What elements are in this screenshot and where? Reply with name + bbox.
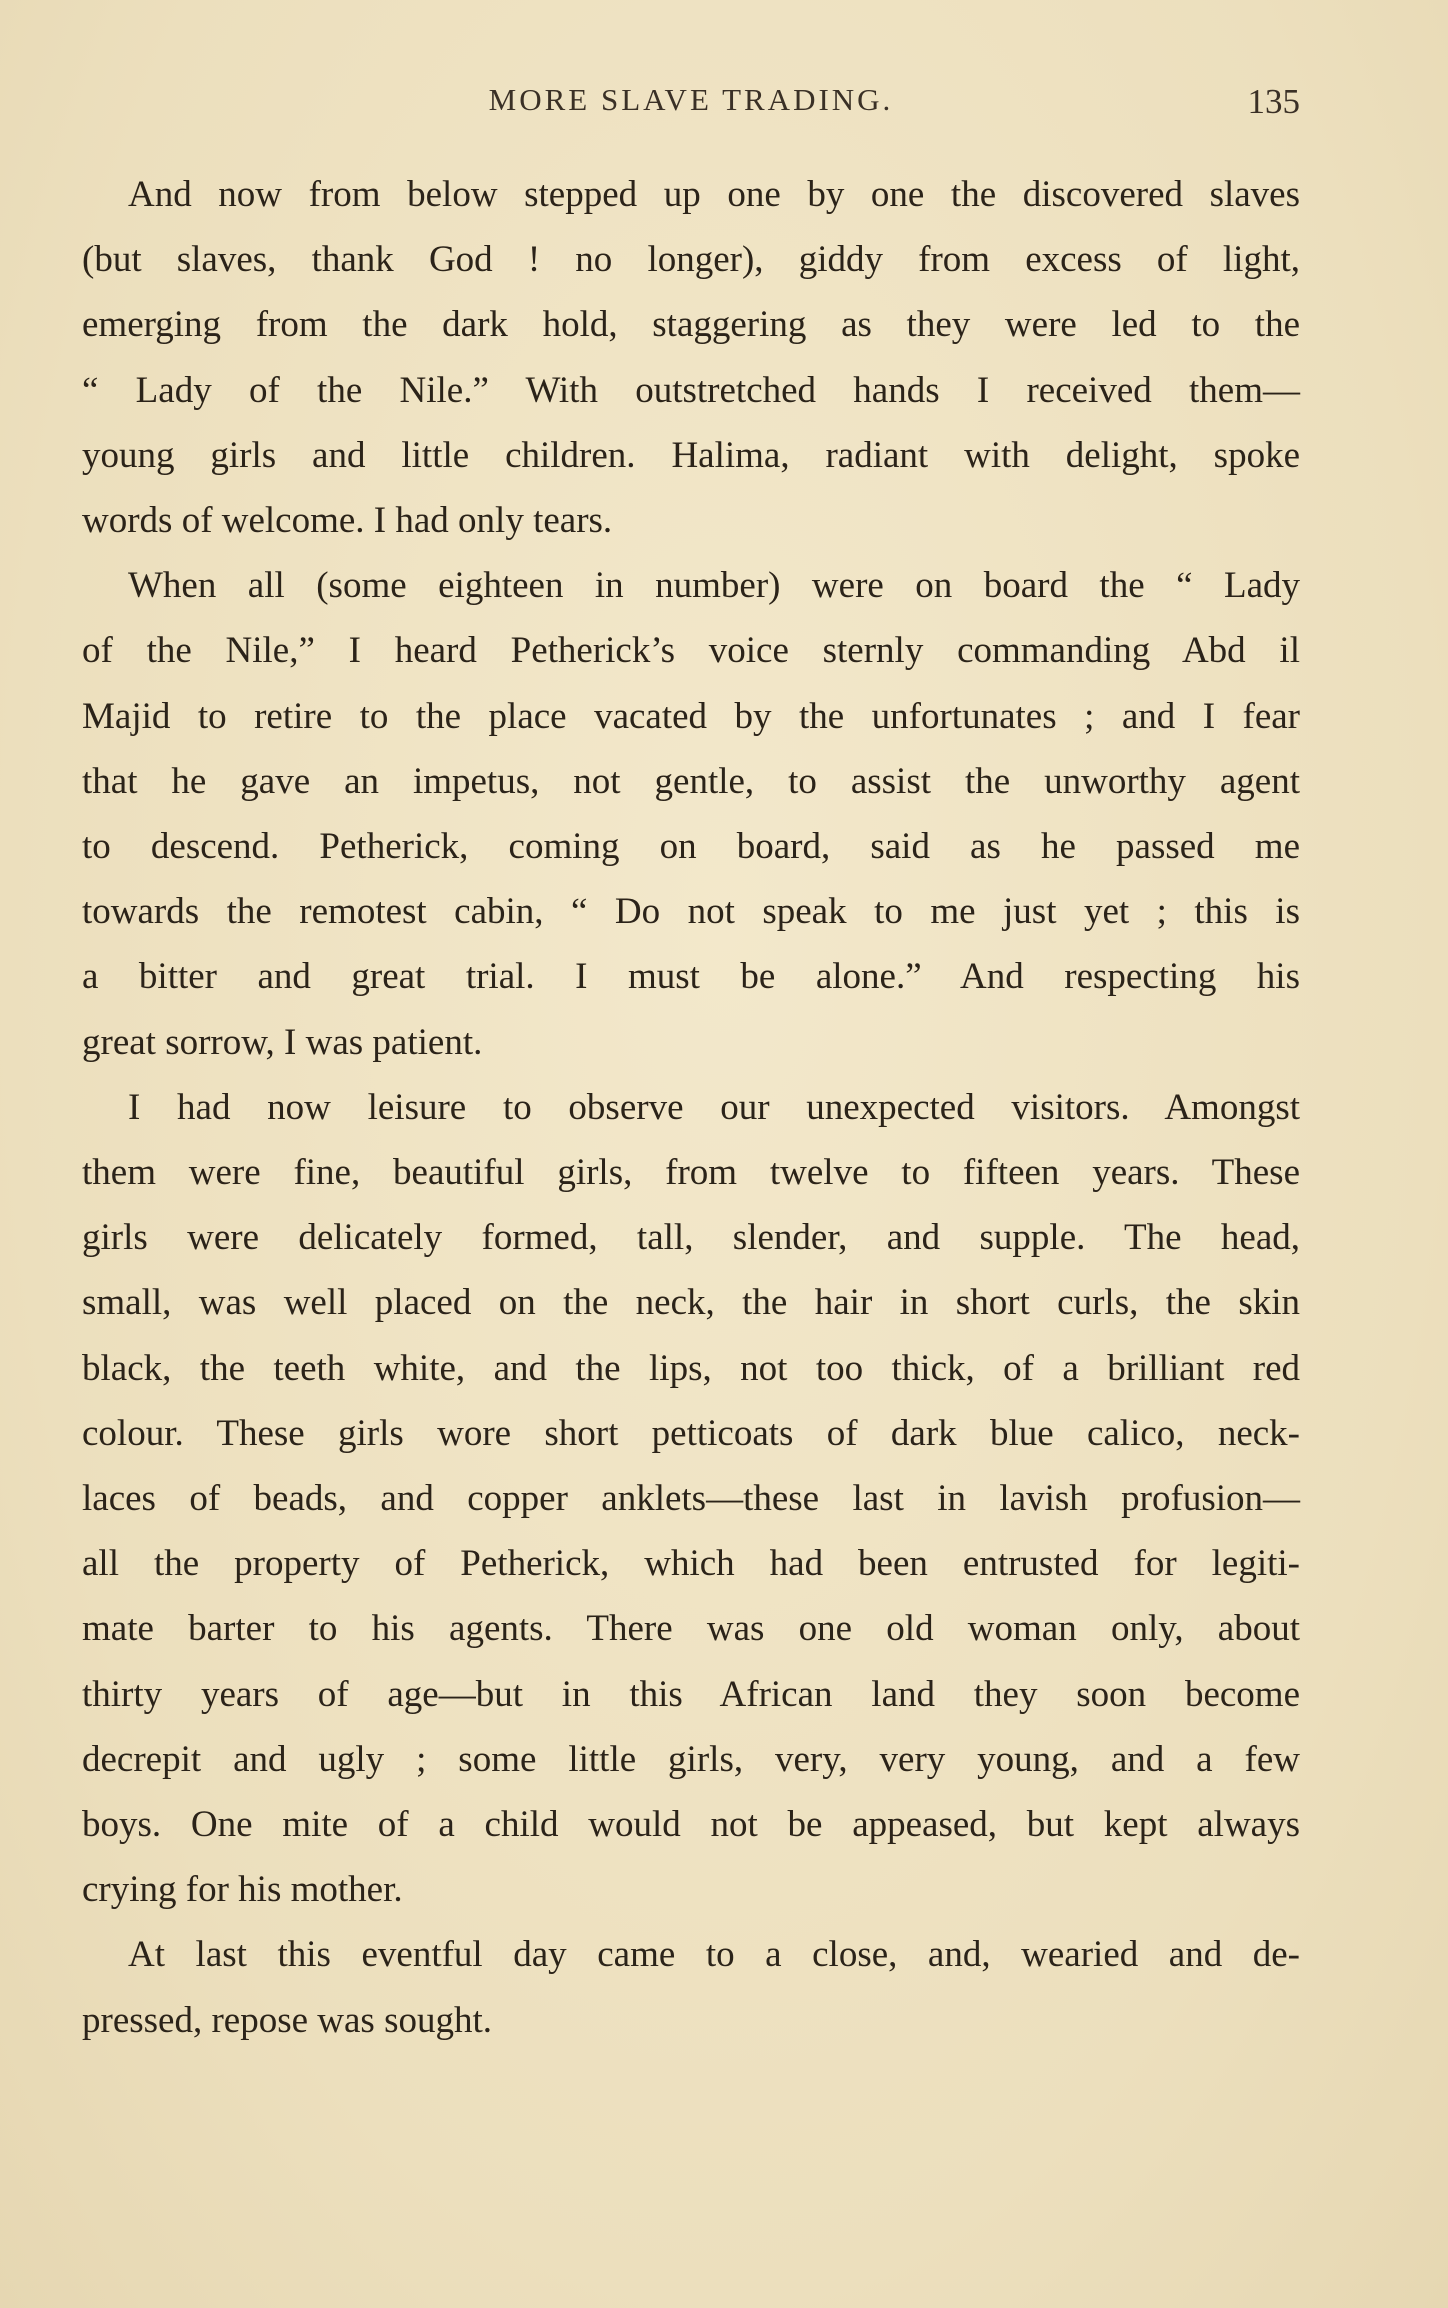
running-title: MORE SLAVE TRADING. xyxy=(488,82,894,117)
text-line: that he gave an impetus, not gentle, to assist the unworthy agent xyxy=(82,760,1300,802)
running-head xyxy=(82,82,1300,122)
text-line: I had now leisure to observe our unexpected visitors. Amongst xyxy=(128,1086,1300,1128)
text-line: words of welcome. I had only tears. xyxy=(82,500,613,542)
paragraph-1 xyxy=(82,162,1300,553)
text-line: of the Nile,” I heard Petherick’s voice sternly commanding Abd il xyxy=(82,630,1300,672)
text-line: decrepit and ugly ; some little girls, very, very young, and a few xyxy=(82,1738,1300,1780)
text-line: thirty years of age—but in this African land they soon become xyxy=(82,1673,1300,1715)
text-line: emerging from the dark hold, staggering as they were led to the xyxy=(82,304,1300,346)
paragraph-2 xyxy=(82,553,1300,1075)
text-line: a bitter and great trial. I must be alone.” And respecting his xyxy=(82,956,1300,998)
text-line: “ Lady of the Nile.” With outstretched hands I received them— xyxy=(82,369,1300,411)
text-line: laces of beads, and copper anklets—these last in lavish profusion— xyxy=(82,1478,1300,1520)
text-line: towards the remotest cabin, “ Do not speak to me just yet ; this is xyxy=(82,891,1300,933)
paragraph-4 xyxy=(82,1922,1300,2052)
page-number: 135 xyxy=(1247,82,1300,121)
text-line: to descend. Petherick, coming on board, said as he passed me xyxy=(82,826,1300,868)
text-line: mate barter to his agents. There was one old woman only, about xyxy=(82,1608,1300,1650)
text-line: all the property of Petherick, which had been entrusted for legiti- xyxy=(82,1543,1300,1585)
text-line: small, was well placed on the neck, the hair in short curls, the skin xyxy=(82,1282,1300,1324)
text-line: At last this eventful day came to a close, and, wearied and de- xyxy=(128,1934,1300,1976)
text-line: crying for his mother. xyxy=(82,1869,403,1911)
text-line: When all (some eighteen in number) were on board the “ Lady xyxy=(128,565,1300,607)
text-line: great sorrow, I was patient. xyxy=(82,1021,483,1063)
text-line: them were fine, beautiful girls, from twelve to fifteen years. These xyxy=(82,1152,1300,1194)
text-line: boys. One mite of a child would not be appeased, but kept always xyxy=(82,1804,1300,1846)
text-line: young girls and little children. Halima, radiant with delight, spoke xyxy=(82,434,1300,476)
text-line: And now from below stepped up one by one the discovered slaves xyxy=(128,174,1300,215)
text-line: colour. These girls wore short petticoats of dark blue calico, neck- xyxy=(82,1412,1300,1454)
body-text xyxy=(82,162,1300,2053)
text-line: pressed, repose was sought. xyxy=(82,1999,492,2041)
text-line: girls were delicately formed, tall, slender, and supple. The head, xyxy=(82,1217,1300,1259)
text-line: black, the teeth white, and the lips, not too thick, of a brilliant red xyxy=(82,1347,1300,1389)
text-line: Majid to retire to the place vacated by the unfortunates ; and I fear xyxy=(82,695,1300,737)
paragraph-3 xyxy=(82,1075,1300,1923)
text-line: (but slaves, thank God ! no longer), giddy from excess of light, xyxy=(82,239,1300,281)
